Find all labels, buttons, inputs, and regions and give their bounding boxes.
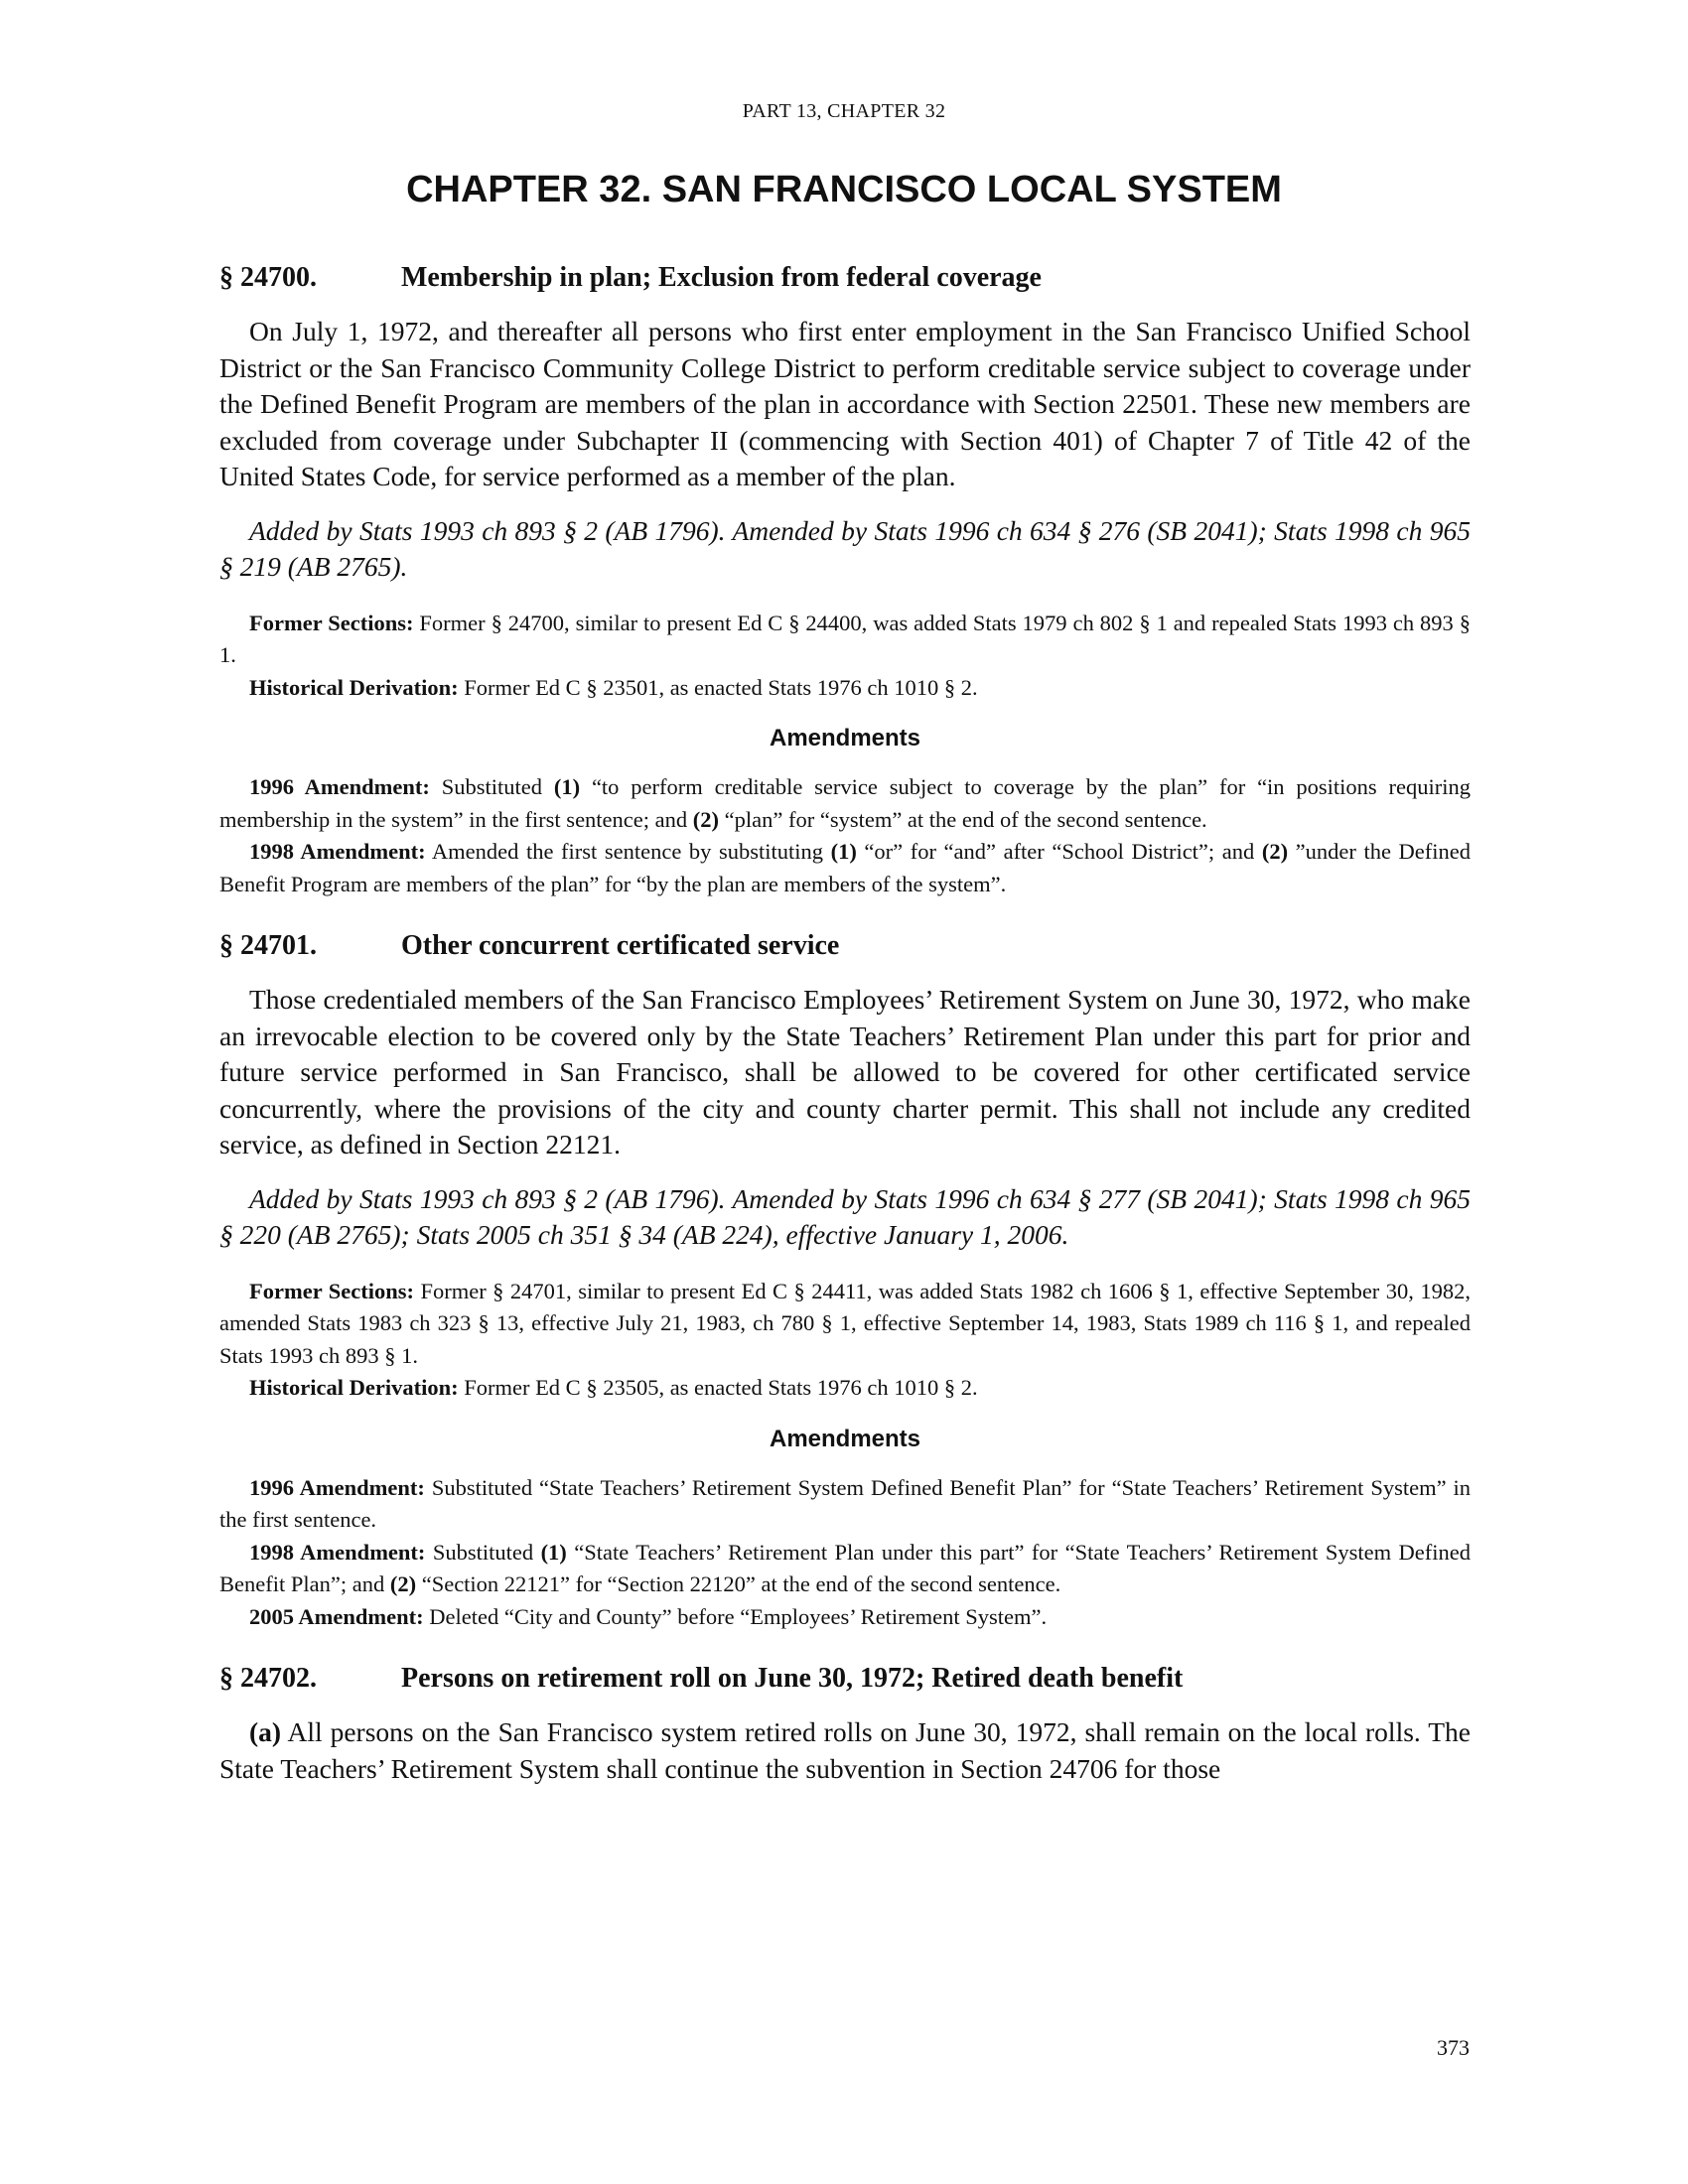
amendment-text: “plan” for “system” at the end of the second sentence. — [719, 806, 1207, 832]
amendment-text: Deleted “City and County” before “Employees’ Retirement System”. — [429, 1603, 1048, 1629]
former-sections-label: Former Sections: — [249, 1278, 414, 1303]
section-title: Membership in plan; Exclusion from federal coverage — [401, 262, 1042, 293]
subsection-text: All persons on the San Francisco system retired rolls on June 30, 1972, shall remain on the local rolls. The State Teachers’ Retirement System shall continue the subvention in Section 24706 for those — [219, 1716, 1471, 1784]
amendment-label: 1998 Amendment: — [249, 1539, 426, 1565]
amendment-note — [219, 771, 1471, 836]
section-body: On July 1, 1972, and thereafter all persons who first enter employment in the San Francisco Unified School District or the San Francisco Community College District to perform creditable service subject to coverage under the Defined Benefit Program are members of the plan in accordance with Section 22501. These new members are excluded from coverage under Subchapter II (commencing with Section 401) of Chapter 7 of Title 42 of the United States Code, for service performed as a member of the plan. — [219, 316, 1471, 491]
section-24701 — [219, 926, 1471, 1633]
historical-derivation-note — [219, 672, 1471, 705]
amendment-text: Substituted — [432, 1539, 541, 1565]
legislative-history: Added by Stats 1993 ch 893 § 2 (AB 1796). Amended by Stats 1996 ch 634 § 277 (SB 2041); Stats 1998 ch 965 § 220 (AB 2765); Stats 2005 ch 351 § 34 (AB 224), effective January 1, 2006. — [219, 1182, 1471, 1250]
amendment-note — [219, 1601, 1471, 1634]
page-number: 373 — [1437, 2035, 1470, 2060]
historical-derivation-note — [219, 1372, 1471, 1405]
section-number: § 24700. — [219, 262, 317, 293]
running-head: PART 13, CHAPTER 32 — [742, 100, 946, 122]
section-heading — [219, 258, 1471, 298]
former-sections-text: Former § 24700, similar to present Ed C § 24400, was added Stats 1979 ch 802 § 1 and repealed Stats 1993 ch 893 § 1. — [219, 610, 1471, 667]
historical-derivation-label: Historical Derivation: — [249, 1375, 459, 1400]
section-title: Other concurrent certificated service — [401, 930, 840, 961]
amendment-item-marker: (2) — [389, 1571, 417, 1596]
amendment-label: 1996 Amendment: — [249, 1474, 425, 1500]
subsection-label: (a) — [249, 1716, 282, 1747]
amendment-text: Substituted — [441, 774, 554, 799]
section-24700 — [219, 258, 1471, 900]
section-heading — [219, 1659, 1471, 1699]
historical-derivation-label: Historical Derivation: — [249, 674, 459, 700]
amendment-text: “Section 22121” for “Section 22120” at the end of the second sentence. — [416, 1571, 1061, 1596]
former-sections-note — [219, 1276, 1471, 1373]
amendment-text: Amended the first sentence by substituting — [431, 839, 831, 864]
section-body — [219, 1714, 1471, 1787]
section-body: Those credentialed members of the San Francisco Employees’ Retirement System on June 30, 1972, who make an irrevocable election to be covered only by the State Teachers’ Retirement Plan under this part for prior and future service performed in San Francisco, shall be allowed to be covered for other certificated service concurrently, where the provisions of the city and county charter permit. This shall not include any credited service, as defined in Section 22121. — [219, 984, 1471, 1160]
section-number: § 24701. — [219, 930, 317, 961]
amendment-item-marker: (1) — [830, 839, 857, 864]
amendments-heading: Amendments — [769, 725, 921, 751]
amendment-label: 1998 Amendment: — [249, 839, 426, 864]
amendment-note — [219, 836, 1471, 900]
amendment-item-marker: (1) — [553, 774, 581, 799]
legislative-history: Added by Stats 1993 ch 893 § 2 (AB 1796). Amended by Stats 1996 ch 634 § 276 (SB 2041); Stats 1998 ch 965 § 219 (AB 2765). — [219, 514, 1471, 582]
amendment-note — [219, 1472, 1471, 1537]
amendment-label: 1996 Amendment: — [249, 774, 430, 799]
former-sections-label: Former Sections: — [249, 610, 414, 635]
amendment-text: “or” for “and” after “School District”; and — [856, 839, 1262, 864]
former-sections-text: Former § 24701, similar to present Ed C § 24411, was added Stats 1982 ch 1606 § 1, effective September 30, 1982, amended Stats 1983 ch 323 § 13, effective July 21, 1983, ch 780 § 1, effective September 14, 1983, Stats 1989 ch 116 § 1, and repealed Stats 1993 ch 893 § 1. — [219, 1278, 1471, 1368]
amendment-text: “State Teachers’ Retirement Plan under this part” for “State Teachers’ Retirement System Defined Benefit Plan”; and — [219, 1539, 1472, 1596]
amendments-heading: Amendments — [769, 1425, 921, 1452]
amendment-text: “to perform creditable service subject to coverage by the plan” for “in positions requiring membership in the system” in the first sentence; and — [219, 774, 1472, 832]
historical-derivation-text: Former Ed C § 23501, as enacted Stats 1976 ch 1010 § 2. — [464, 674, 978, 700]
chapter-title: CHAPTER 32. SAN FRANCISCO LOCAL SYSTEM — [406, 169, 1282, 210]
former-sections-note — [219, 608, 1471, 672]
amendment-text: ”under the Defined Benefit Program are members of the plan” for “by the plan are members of the system”. — [219, 839, 1471, 896]
page-content — [219, 258, 1471, 1787]
amendment-label: 2005 Amendment: — [249, 1603, 424, 1629]
amendment-item-marker: (2) — [692, 806, 720, 832]
section-24702 — [219, 1659, 1471, 1787]
historical-derivation-text: Former Ed C § 23505, as enacted Stats 1976 ch 1010 § 2. — [464, 1375, 978, 1400]
amendment-item-marker: (2) — [1261, 839, 1289, 864]
amendment-note — [219, 1537, 1471, 1601]
section-number: § 24702. — [219, 1663, 317, 1694]
section-title: Persons on retirement roll on June 30, 1972; Retired death benefit — [401, 1663, 1184, 1694]
section-heading — [219, 926, 1471, 966]
amendment-item-marker: (1) — [540, 1539, 567, 1565]
amendment-text: Substituted “State Teachers’ Retirement System Defined Benefit Plan” for “State Teachers’ Retirement System” in the first sentence. — [219, 1474, 1471, 1532]
